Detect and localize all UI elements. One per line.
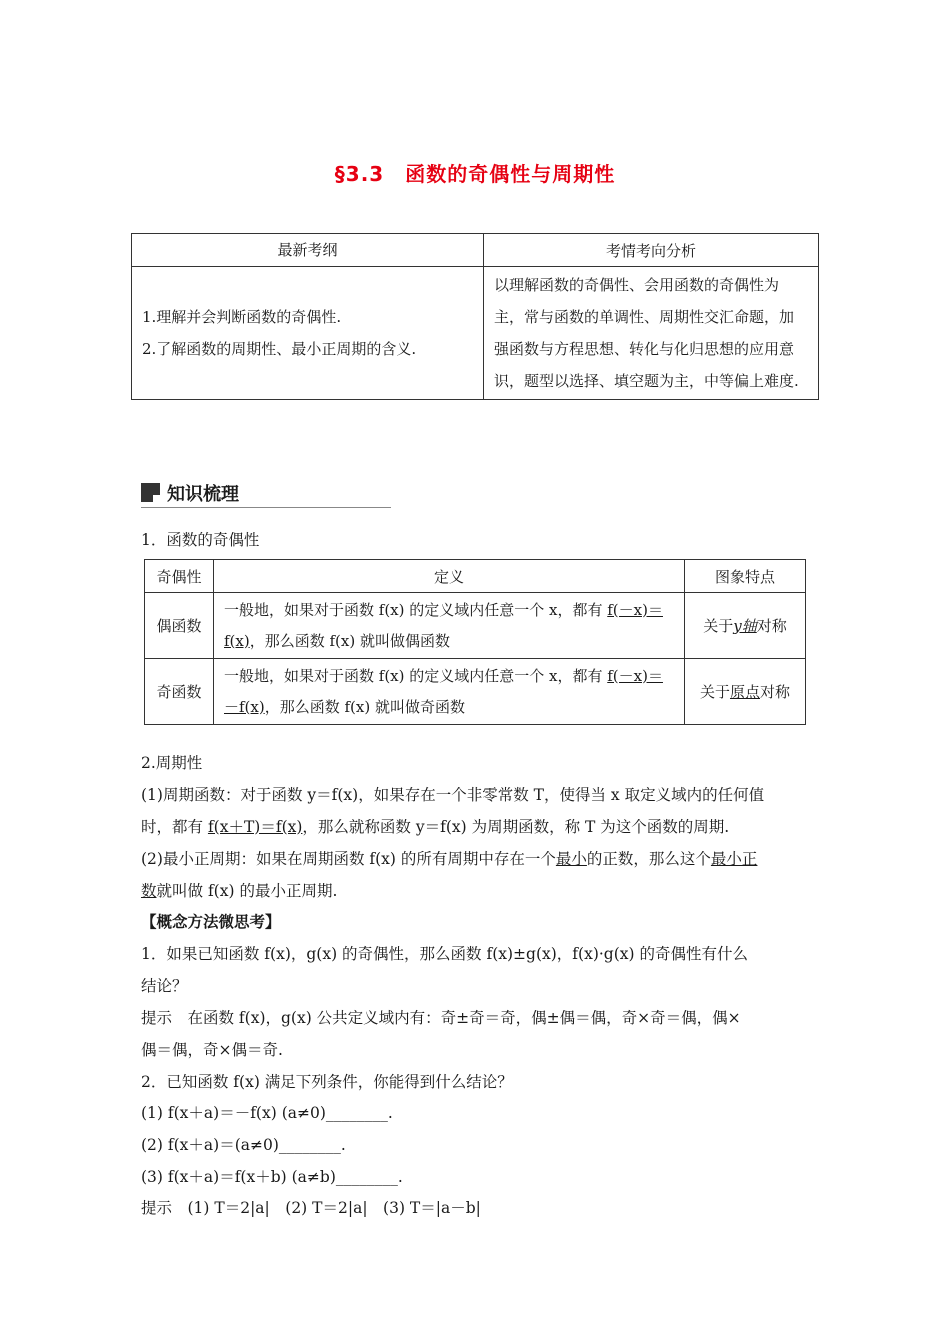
parity-graph: 关于y轴对称 <box>685 593 806 659</box>
outline-cell <box>132 267 484 400</box>
table-header-outline: 最新考纲 <box>132 234 484 267</box>
key-formula: f(－x)＝－f(x) <box>224 666 663 716</box>
think-heading: 【概念方法微思考】 <box>141 912 281 931</box>
min-period-line1: (2)最小正周期：如果在周期函数 f(x) 的所有周期中存在一个最小的正数，那么这个最小正 <box>141 850 758 868</box>
condition-1: (1) f(x＋a)＝－f(x) (a≠0)________. <box>141 1104 393 1122</box>
min-period-line2: 数就叫做 f(x) 的最小正周期. <box>141 882 338 900</box>
section-title: 知识梳理 <box>167 484 239 505</box>
question-1-line2: 结论？ <box>141 977 188 995</box>
key-formula: f(x＋T)＝f(x) <box>207 818 303 836</box>
parity-name: 奇函数 <box>145 659 214 725</box>
key-term: 最小 <box>555 850 587 868</box>
condition-3: (3) f(x＋a)＝f(x＋b) (a≠b)________. <box>141 1168 403 1186</box>
table-header-analysis: 考情考向分析 <box>484 234 819 267</box>
parity-definition: 一般地，如果对于函数 f(x) 的定义域内任意一个 x，都有 f(－x)＝－f(x)，那么函数 f(x) 就叫做奇函数 <box>214 659 685 725</box>
analysis-cell: 以理解函数的奇偶性、会用函数的奇偶性为主，常与函数的单调性、周期性交汇命题，加强函数与方程思想、转化与化归思想的应用意识，题型以选择、填空题为主，中等偏上难度. <box>484 267 819 400</box>
question-2: 2．已知函数 f(x) 满足下列条件，你能得到什么结论？ <box>141 1073 513 1091</box>
exam-outline-table <box>131 233 819 400</box>
page-title: §3.3 函数的奇偶性与周期性 <box>334 162 616 186</box>
parity-table <box>144 559 806 725</box>
parity-header-graph: 图象特点 <box>685 560 806 593</box>
parity-definition: 一般地，如果对于函数 f(x) 的定义域内任意一个 x，都有 f(－x)＝f(x)，那么函数 f(x) 就叫做偶函数 <box>214 593 685 659</box>
parity-name: 偶函数 <box>145 593 214 659</box>
outline-item: 1.理解并会判断函数的奇偶性. <box>142 308 342 326</box>
table-row <box>145 593 806 659</box>
parity-header-def: 定义 <box>214 560 685 593</box>
key-term: y轴 <box>733 617 757 635</box>
period-heading: 2.周期性 <box>141 754 203 772</box>
condition-2: (2) f(x＋a)＝(a≠0)________. <box>141 1136 346 1154</box>
key-formula: f(－x)＝f(x) <box>224 600 663 650</box>
parity-graph: 关于原点对称 <box>685 659 806 725</box>
parity-header-type: 奇偶性 <box>145 560 214 593</box>
answer-2: 提示 (1) T＝2|a| (2) T＝2|a| (3) T＝|a－b| <box>141 1199 481 1217</box>
key-term: 原点 <box>729 683 760 701</box>
answer-1-line1: 提示 在函数 f(x)，g(x) 公共定义域内有：奇±奇＝奇，偶±偶＝偶，奇×奇＝偶，偶× <box>141 1009 741 1027</box>
period-def-line2: 时，都有 f(x＋T)＝f(x)，那么就称函数 y＝f(x) 为周期函数，称 T 为这个函数的周期. <box>141 818 730 836</box>
section-header <box>141 479 391 508</box>
parity-heading: 1．函数的奇偶性 <box>141 531 260 549</box>
outline-item: 2.了解函数的周期性、最小正周期的含义. <box>142 340 417 358</box>
section-square-icon <box>141 483 160 502</box>
table-row <box>145 659 806 725</box>
answer-1-line2: 偶＝偶，奇×偶＝奇. <box>141 1041 283 1059</box>
key-term: 最小正 <box>710 850 758 868</box>
question-1-line1: 1．如果已知函数 f(x)，g(x) 的奇偶性，那么函数 f(x)±g(x)，f(x)·g(x) 的奇偶性有什么 <box>141 945 748 963</box>
key-term: 数 <box>141 882 157 900</box>
period-def-line1: (1)周期函数：对于函数 y＝f(x)，如果存在一个非零常数 T，使得当 x 取定义域内的任何值 <box>141 786 765 804</box>
